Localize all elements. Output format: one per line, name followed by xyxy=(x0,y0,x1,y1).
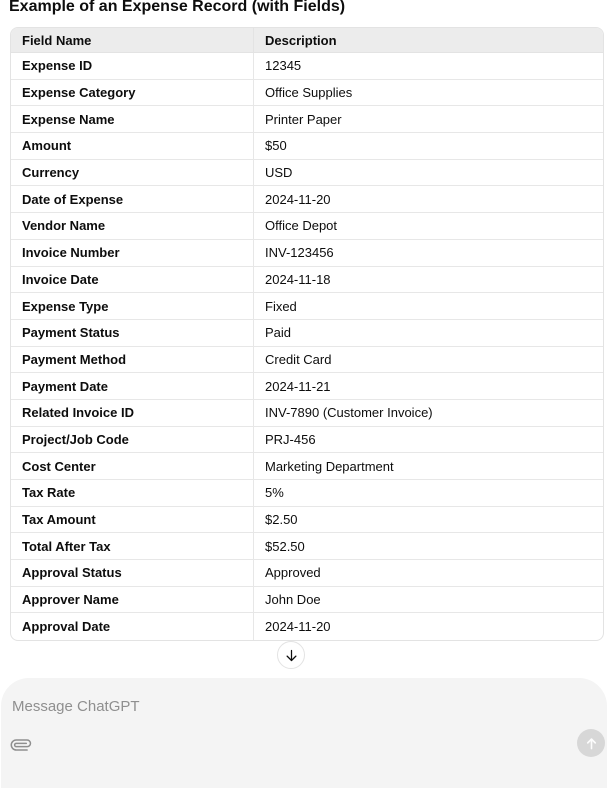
attach-file-button[interactable] xyxy=(8,732,34,758)
description-cell: $52.50 xyxy=(254,533,603,560)
table-header-row xyxy=(11,28,603,53)
arrow-down-icon xyxy=(284,648,299,663)
table-row xyxy=(11,373,603,400)
table-row xyxy=(11,480,603,507)
description-cell: Office Depot xyxy=(254,213,603,240)
description-cell: $2.50 xyxy=(254,507,603,534)
table-row xyxy=(11,587,603,614)
table-row xyxy=(11,613,603,640)
message-input[interactable]: Message ChatGPT xyxy=(12,698,140,715)
description-cell: PRJ-456 xyxy=(254,427,603,454)
field-name-cell: Expense Category xyxy=(11,80,254,107)
table-row xyxy=(11,80,603,107)
field-name-cell: Related Invoice ID xyxy=(11,400,254,427)
column-header-description: Description xyxy=(254,28,603,53)
table-row xyxy=(11,106,603,133)
description-cell: 2024-11-18 xyxy=(254,267,603,294)
description-cell: Fixed xyxy=(254,293,603,320)
table-row xyxy=(11,427,603,454)
field-name-cell: Invoice Number xyxy=(11,240,254,267)
table-row xyxy=(11,320,603,347)
table-row xyxy=(11,400,603,427)
scroll-to-bottom-button[interactable] xyxy=(277,641,305,669)
table-row xyxy=(11,533,603,560)
description-cell: 5% xyxy=(254,480,603,507)
field-name-cell: Project/Job Code xyxy=(11,427,254,454)
table-row xyxy=(11,293,603,320)
field-name-cell: Date of Expense xyxy=(11,186,254,213)
table-row xyxy=(11,213,603,240)
field-name-cell: Expense Type xyxy=(11,293,254,320)
field-name-cell: Approver Name xyxy=(11,587,254,614)
send-button[interactable] xyxy=(577,729,605,757)
field-name-cell: Total After Tax xyxy=(11,533,254,560)
description-cell: INV-7890 (Customer Invoice) xyxy=(254,400,603,427)
field-name-cell: Approval Date xyxy=(11,613,254,640)
table-body xyxy=(11,53,603,640)
expense-record-table xyxy=(10,27,604,641)
field-name-cell: Cost Center xyxy=(11,453,254,480)
page-title: Example of an Expense Record (with Fields) xyxy=(9,0,346,15)
description-cell: $50 xyxy=(254,133,603,160)
description-cell: Printer Paper xyxy=(254,106,603,133)
field-name-cell: Amount xyxy=(11,133,254,160)
description-cell: Paid xyxy=(254,320,603,347)
table-row xyxy=(11,53,603,80)
description-cell: Marketing Department xyxy=(254,453,603,480)
table-row xyxy=(11,240,603,267)
description-cell: 2024-11-21 xyxy=(254,373,603,400)
field-name-cell: Payment Status xyxy=(11,320,254,347)
field-name-cell: Expense ID xyxy=(11,53,254,80)
table-row xyxy=(11,347,603,374)
table-row xyxy=(11,160,603,187)
table-row xyxy=(11,186,603,213)
description-cell: John Doe xyxy=(254,587,603,614)
message-composer[interactable] xyxy=(1,678,607,788)
description-cell: USD xyxy=(254,160,603,187)
field-name-cell: Approval Status xyxy=(11,560,254,587)
table-row xyxy=(11,453,603,480)
arrow-up-icon xyxy=(584,736,599,751)
field-name-cell: Payment Method xyxy=(11,347,254,374)
field-name-cell: Payment Date xyxy=(11,373,254,400)
table-row xyxy=(11,560,603,587)
description-cell: Credit Card xyxy=(254,347,603,374)
description-cell: 12345 xyxy=(254,53,603,80)
description-cell: Office Supplies xyxy=(254,80,603,107)
table-row xyxy=(11,133,603,160)
paperclip-icon xyxy=(11,735,31,755)
field-name-cell: Vendor Name xyxy=(11,213,254,240)
field-name-cell: Tax Rate xyxy=(11,480,254,507)
description-cell: 2024-11-20 xyxy=(265,619,331,635)
column-header-field-name: Field Name xyxy=(11,28,254,53)
field-name-cell: Currency xyxy=(11,160,254,187)
field-name-cell: Expense Name xyxy=(11,106,254,133)
field-name-cell: Invoice Date xyxy=(11,267,254,294)
table-row xyxy=(11,507,603,534)
field-name-cell: Tax Amount xyxy=(11,507,254,534)
description-cell: Approved xyxy=(254,560,603,587)
description-cell: 2024-11-20 xyxy=(254,186,603,213)
table-row xyxy=(11,267,603,294)
description-cell: INV-123456 xyxy=(254,240,603,267)
